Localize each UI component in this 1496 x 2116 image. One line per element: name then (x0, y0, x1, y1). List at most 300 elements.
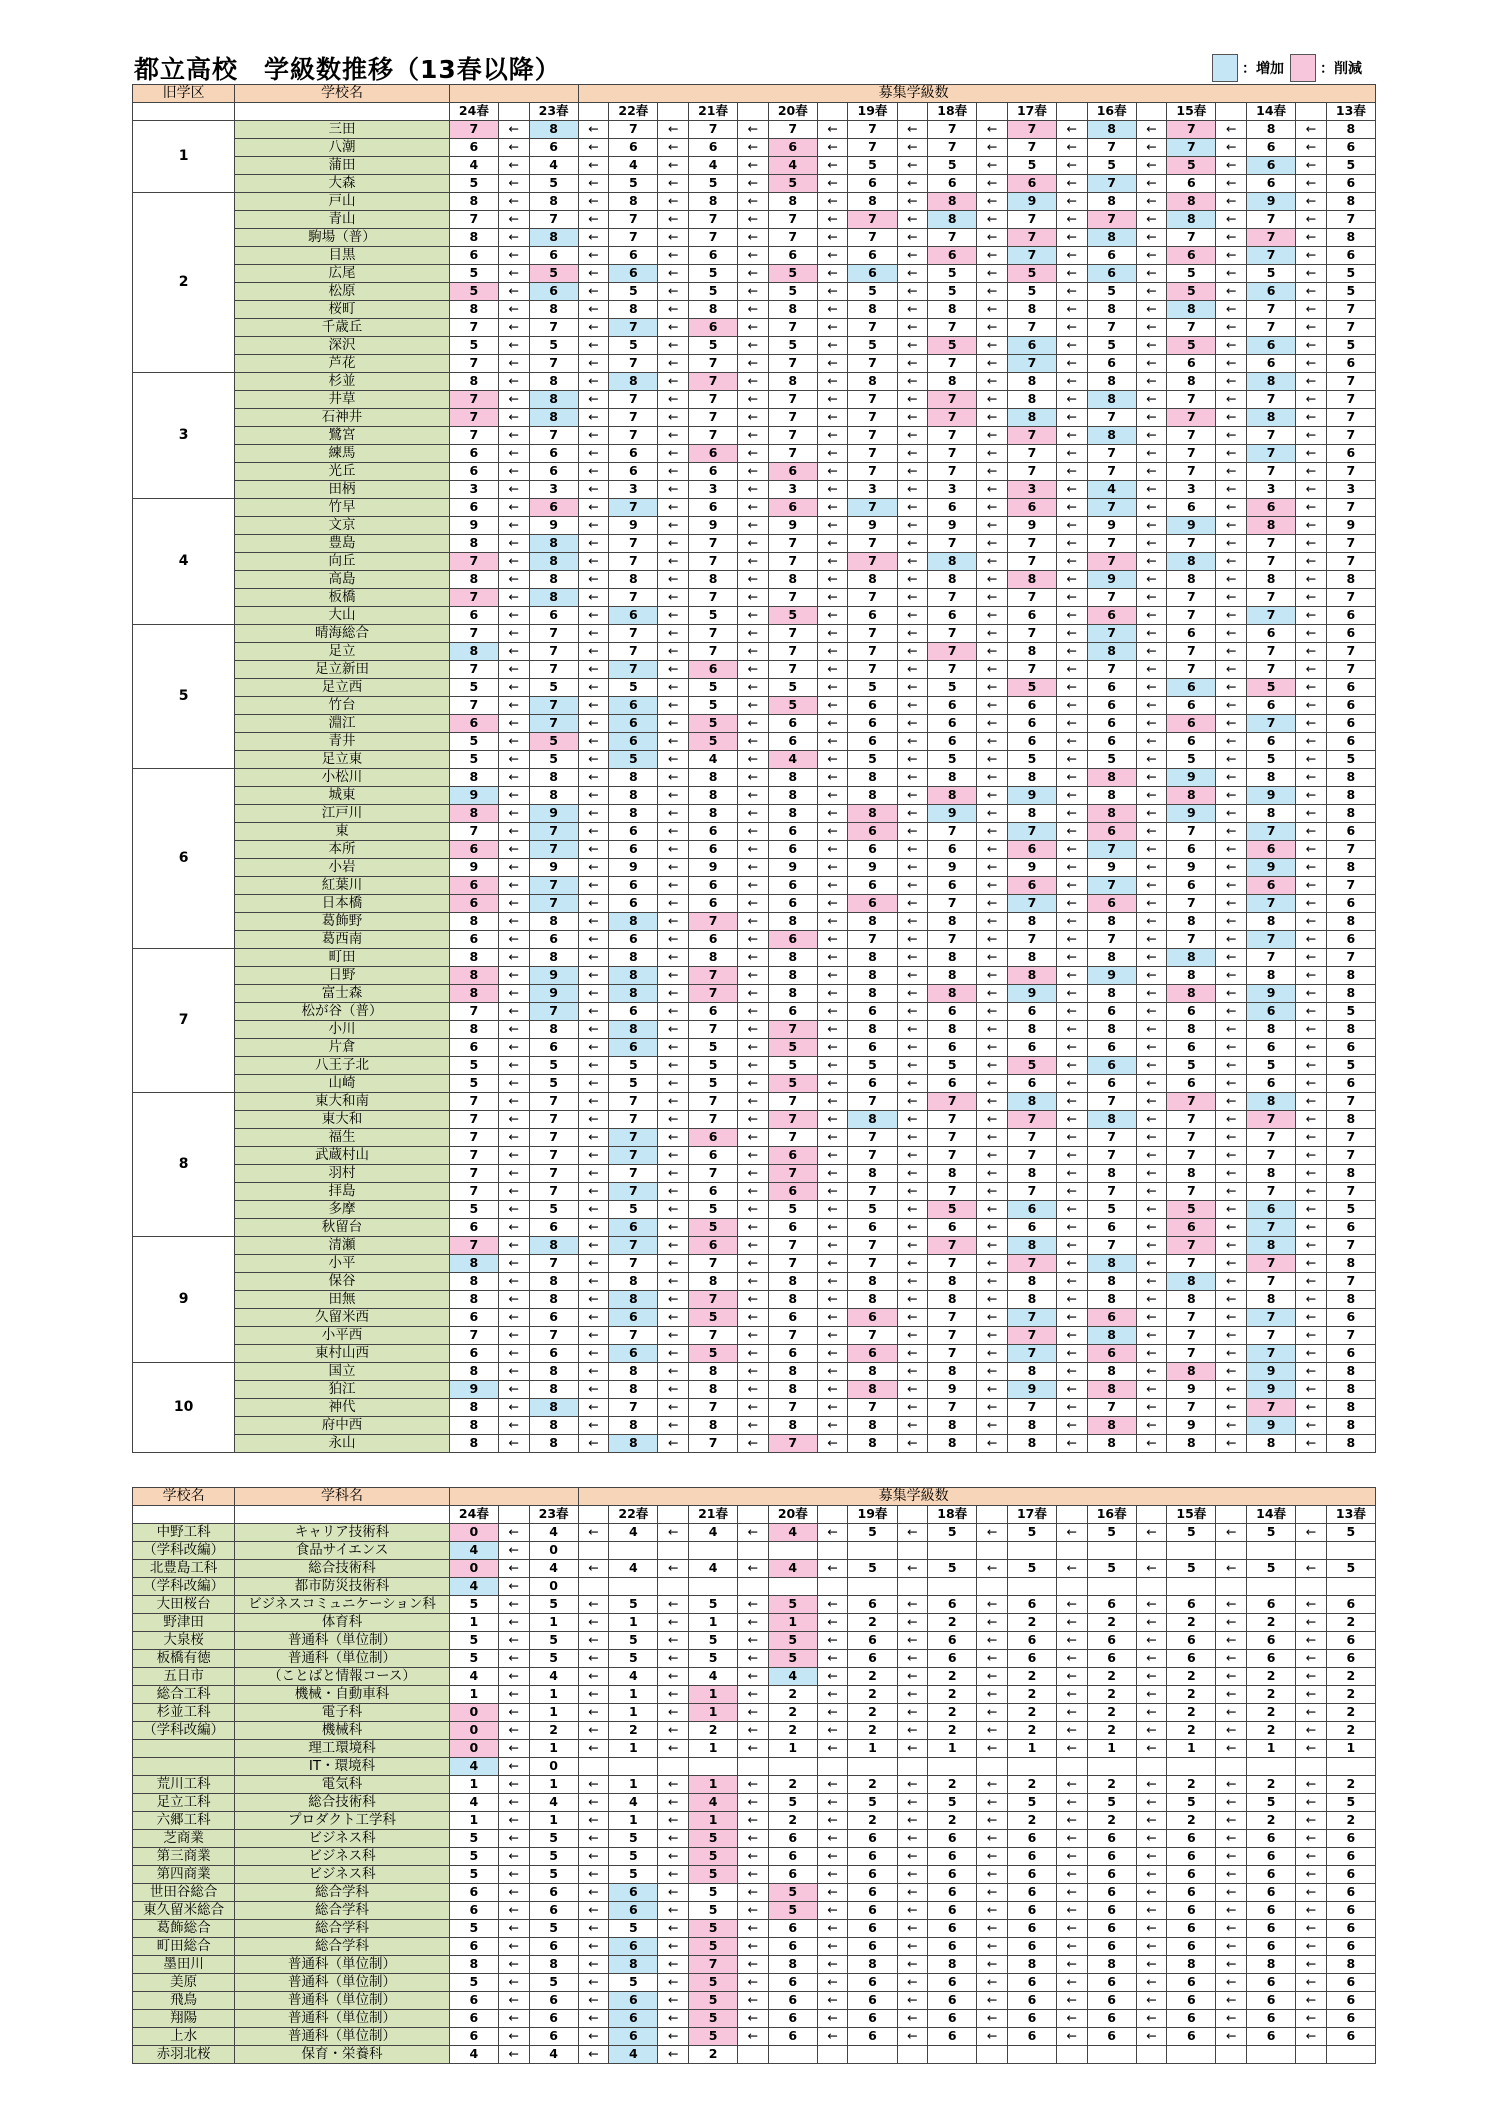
class-count: 8 (1167, 553, 1216, 571)
class-count: 7 (449, 1237, 498, 1255)
class-count: 5 (928, 157, 977, 175)
class-count: 6 (1087, 607, 1136, 625)
school-name: 竹早 (235, 499, 450, 517)
class-count: 9 (609, 859, 658, 877)
class-count: 6 (768, 1866, 817, 1884)
arrow-icon: ← (897, 1866, 928, 1884)
class-count: 7 (768, 589, 817, 607)
arrow-icon: ← (817, 1524, 848, 1542)
class-count: 7 (928, 1129, 977, 1147)
class-count: 7 (689, 121, 738, 139)
arrow-icon: ← (498, 1884, 529, 1902)
class-count: 7 (768, 625, 817, 643)
class-count: 7 (449, 625, 498, 643)
arrow-icon: ← (738, 1956, 769, 1974)
arrow-icon: ← (1136, 1399, 1167, 1417)
arrow-icon: ← (817, 2028, 848, 2046)
arrow-icon: ← (1216, 1417, 1247, 1435)
school-name (133, 1740, 235, 1758)
arrow-icon: ← (1216, 1039, 1247, 1057)
arrow-icon: ← (897, 877, 928, 895)
arrow-icon: ← (578, 1039, 609, 1057)
class-count (848, 1542, 897, 1560)
class-count: 7 (689, 643, 738, 661)
class-count: 8 (1326, 1111, 1375, 1129)
class-count: 7 (928, 463, 977, 481)
arrow-icon: ← (1296, 535, 1327, 553)
arrow-icon: ← (738, 1381, 769, 1399)
arrow-icon: ← (897, 589, 928, 607)
class-count: 6 (1247, 1974, 1296, 1992)
class-count: 7 (1087, 499, 1136, 517)
class-count: 8 (1087, 193, 1136, 211)
arrow-icon: ← (498, 643, 529, 661)
class-count: 6 (1007, 499, 1056, 517)
class-count: 7 (928, 1327, 977, 1345)
arrow-icon: ← (897, 499, 928, 517)
class-count: 6 (928, 697, 977, 715)
class-count: 6 (1247, 157, 1296, 175)
arrow-icon: ← (658, 1363, 689, 1381)
class-count: 3 (1007, 481, 1056, 499)
arrow-icon: ← (658, 1920, 689, 1938)
class-count: 7 (848, 499, 897, 517)
table-row (133, 571, 1376, 589)
arrow-icon: ← (897, 571, 928, 589)
class-count: 4 (609, 1794, 658, 1812)
class-count: 8 (1007, 805, 1056, 823)
class-count: 5 (689, 715, 738, 733)
class-count: 7 (1087, 1399, 1136, 1417)
class-count: 2 (1167, 1704, 1216, 1722)
class-count: 5 (848, 283, 897, 301)
class-count: 8 (529, 1237, 578, 1255)
class-count: 4 (689, 751, 738, 769)
class-count: 1 (609, 1776, 658, 1794)
arrow-icon: ← (817, 1866, 848, 1884)
arrow-icon: ← (498, 1201, 529, 1219)
class-count: 8 (1326, 1435, 1375, 1453)
class-count: 6 (848, 2010, 897, 2028)
class-count: 7 (1087, 841, 1136, 859)
class-count: 8 (1167, 373, 1216, 391)
class-count: 7 (1247, 1111, 1296, 1129)
arrow-icon: ← (578, 1866, 609, 1884)
arrow-icon: ← (498, 1596, 529, 1614)
school-name: 桜町 (235, 301, 450, 319)
arrow-icon: ← (1216, 337, 1247, 355)
class-count: 7 (689, 355, 738, 373)
arrow-icon: ← (977, 1399, 1008, 1417)
class-count: 6 (1007, 175, 1056, 193)
class-count: 7 (1007, 1327, 1056, 1345)
class-count: 6 (848, 1866, 897, 1884)
school-name: 荒川工科 (133, 1776, 235, 1794)
year-spacer (738, 1506, 769, 1524)
arrow-icon: ← (738, 409, 769, 427)
class-count: 7 (609, 319, 658, 337)
arrow-icon: ← (498, 391, 529, 409)
class-count: 8 (1167, 1435, 1216, 1453)
arrow-icon: ← (1136, 1704, 1167, 1722)
class-count: 6 (449, 931, 498, 949)
table-row (133, 1201, 1376, 1219)
class-count: 6 (1326, 1650, 1375, 1668)
arrow-icon: ← (1136, 373, 1167, 391)
arrow-icon (1216, 1578, 1247, 1596)
class-count: 7 (529, 823, 578, 841)
class-count: 7 (689, 553, 738, 571)
course-name: （ことばと情報コース） (235, 1668, 450, 1686)
arrow-icon: ← (1136, 895, 1167, 913)
arrow-icon: ← (658, 949, 689, 967)
class-count: 7 (1167, 1129, 1216, 1147)
class-count: 9 (1247, 1381, 1296, 1399)
class-count: 7 (1167, 1345, 1216, 1363)
arrow-icon: ← (578, 409, 609, 427)
table-row (133, 643, 1376, 661)
class-count: 8 (928, 211, 977, 229)
header-header_school: 学校名 (235, 85, 450, 103)
page-title: 都立高校 学級数推移（13春以降） (134, 55, 561, 84)
arrow-icon: ← (1296, 193, 1327, 211)
arrow-icon: ← (1216, 1902, 1247, 1920)
arrow-icon: ← (977, 1938, 1008, 1956)
arrow-icon: ← (1216, 211, 1247, 229)
class-count: 6 (529, 607, 578, 625)
arrow-icon: ← (1216, 1201, 1247, 1219)
class-count: 6 (1007, 1920, 1056, 1938)
arrow-icon: ← (578, 535, 609, 553)
arrow-icon: ← (897, 751, 928, 769)
class-count: 5 (1326, 265, 1375, 283)
class-count: 5 (449, 283, 498, 301)
class-count: 8 (449, 769, 498, 787)
arrow-icon: ← (1216, 2010, 1247, 2028)
arrow-icon: ← (1136, 787, 1167, 805)
arrow-icon: ← (1056, 1830, 1087, 1848)
arrow-icon: ← (1056, 1992, 1087, 2010)
arrow-icon: ← (738, 823, 769, 841)
class-count: 0 (529, 1758, 578, 1776)
arrow-icon: ← (578, 1974, 609, 1992)
school-name: 八潮 (235, 139, 450, 157)
school-name: 山崎 (235, 1075, 450, 1093)
arrow-icon: ← (1056, 211, 1087, 229)
arrow-icon: ← (578, 1111, 609, 1129)
school-name: 葛西南 (235, 931, 450, 949)
table-row (133, 301, 1376, 319)
arrow-icon: ← (1296, 733, 1327, 751)
school-name: 狛江 (235, 1381, 450, 1399)
class-count: 7 (768, 661, 817, 679)
arrow-icon: ← (897, 1039, 928, 1057)
arrow-icon: ← (1056, 877, 1087, 895)
school-name: 青山 (235, 211, 450, 229)
class-count: 6 (609, 1039, 658, 1057)
arrow-icon: ← (1056, 1974, 1087, 1992)
arrow-icon: ← (1296, 1327, 1327, 1345)
class-count: 9 (529, 967, 578, 985)
class-count: 7 (689, 211, 738, 229)
class-count: 6 (609, 733, 658, 751)
class-count: 6 (609, 1345, 658, 1363)
arrow-icon: ← (897, 1399, 928, 1417)
arrow-icon: ← (1216, 841, 1247, 859)
class-count: 8 (1087, 427, 1136, 445)
class-count: 2 (1326, 1704, 1375, 1722)
class-count: 6 (768, 1003, 817, 1021)
class-count: 7 (689, 1327, 738, 1345)
class-count: 1 (529, 1686, 578, 1704)
arrow-icon: ← (658, 823, 689, 841)
class-count: 6 (1087, 1866, 1136, 1884)
class-count (1167, 1542, 1216, 1560)
arrow-icon: ← (658, 1650, 689, 1668)
arrow-icon: ← (658, 373, 689, 391)
class-count: 8 (848, 1956, 897, 1974)
class-count: 9 (928, 859, 977, 877)
class-count: 5 (529, 751, 578, 769)
class-count: 2 (1247, 1776, 1296, 1794)
arrow-icon: ← (658, 463, 689, 481)
arrow-icon: ← (1216, 679, 1247, 697)
class-count: 7 (1326, 841, 1375, 859)
class-count: 6 (848, 1902, 897, 1920)
arrow-icon: ← (738, 589, 769, 607)
class-count: 7 (928, 1147, 977, 1165)
school-name: 福生 (235, 1129, 450, 1147)
table-row (133, 1381, 1376, 1399)
arrow-icon: ← (817, 1057, 848, 1075)
class-count: 7 (848, 445, 897, 463)
class-count: 5 (1007, 1560, 1056, 1578)
arrow-icon: ← (1296, 661, 1327, 679)
arrow-icon: ← (498, 1920, 529, 1938)
arrow-icon: ← (738, 1524, 769, 1542)
arrow-icon: ← (1056, 1776, 1087, 1794)
arrow-icon: ← (977, 1920, 1008, 1938)
school-name: 東久留米総合 (133, 1902, 235, 1920)
class-count: 3 (609, 481, 658, 499)
class-count: 8 (1087, 1435, 1136, 1453)
class-count: 6 (928, 1974, 977, 1992)
arrow-icon: ← (1216, 1219, 1247, 1237)
arrow-icon: ← (1056, 1596, 1087, 1614)
class-count: 6 (609, 463, 658, 481)
arrow-icon: ← (658, 697, 689, 715)
school-name: 足立西 (235, 679, 450, 697)
class-count: 5 (848, 679, 897, 697)
class-count: 5 (609, 283, 658, 301)
class-count: 5 (529, 1830, 578, 1848)
class-count: 8 (1326, 985, 1375, 1003)
arrow-icon: ← (1136, 1237, 1167, 1255)
arrow-icon: ← (977, 1812, 1008, 1830)
arrow-icon: ← (498, 2046, 529, 2064)
arrow-icon: ← (738, 985, 769, 1003)
class-count: 7 (1326, 1183, 1375, 1201)
table-row (133, 1632, 1376, 1650)
class-count: 2 (1007, 1812, 1056, 1830)
arrow-icon: ← (498, 1183, 529, 1201)
arrow-icon: ← (658, 1596, 689, 1614)
school-name: 竹台 (235, 697, 450, 715)
arrow-icon: ← (738, 445, 769, 463)
arrow-icon: ← (1136, 1614, 1167, 1632)
class-count: 6 (529, 1309, 578, 1327)
arrow-icon: ← (738, 193, 769, 211)
arrow-icon: ← (578, 211, 609, 229)
class-count: 7 (848, 319, 897, 337)
district-cell: 6 (133, 769, 235, 949)
class-count: 5 (1326, 157, 1375, 175)
arrow-icon: ← (498, 823, 529, 841)
year-header-row (133, 1506, 1376, 1524)
class-count: 7 (1247, 607, 1296, 625)
class-count: 8 (768, 805, 817, 823)
class-count: 8 (1007, 1363, 1056, 1381)
class-count: 7 (529, 427, 578, 445)
arrow-icon: ← (498, 1291, 529, 1309)
course-name: 総合学科 (235, 1884, 450, 1902)
class-count: 6 (1087, 1003, 1136, 1021)
arrow-icon: ← (738, 571, 769, 589)
class-count: 5 (768, 1902, 817, 1920)
class-count: 8 (1247, 1165, 1296, 1183)
arrow-icon: ← (1296, 931, 1327, 949)
class-count: 6 (768, 1309, 817, 1327)
class-count: 7 (1247, 463, 1296, 481)
arrow-icon: ← (897, 301, 928, 319)
class-count: 7 (449, 427, 498, 445)
class-count: 6 (1167, 1075, 1216, 1093)
arrow-icon: ← (897, 1345, 928, 1363)
arrow-icon: ← (498, 1039, 529, 1057)
class-count: 2 (848, 1722, 897, 1740)
arrow-icon: ← (1216, 1363, 1247, 1381)
class-count: 6 (1007, 1596, 1056, 1614)
class-count: 8 (1007, 1417, 1056, 1435)
class-count: 8 (1167, 1021, 1216, 1039)
class-count: 7 (1167, 895, 1216, 913)
table-row (133, 1704, 1376, 1722)
arrow-icon: ← (897, 985, 928, 1003)
arrow-icon: ← (897, 247, 928, 265)
arrow-icon: ← (1056, 1560, 1087, 1578)
year-header: 21春 (689, 103, 738, 121)
arrow-icon: ← (1056, 1866, 1087, 1884)
arrow-icon: ← (658, 841, 689, 859)
class-count: 6 (1247, 1884, 1296, 1902)
arrow-icon: ← (1056, 1147, 1087, 1165)
arrow-icon (817, 2046, 848, 2064)
class-count: 6 (768, 877, 817, 895)
arrow-icon: ← (738, 391, 769, 409)
arrow-icon: ← (977, 1614, 1008, 1632)
table-row (133, 1237, 1376, 1255)
class-count: 2 (848, 1614, 897, 1632)
class-count: 7 (1247, 535, 1296, 553)
class-count: 7 (1167, 391, 1216, 409)
class-count: 5 (1007, 751, 1056, 769)
class-count: 5 (1167, 1524, 1216, 1542)
arrow-icon: ← (578, 625, 609, 643)
class-count: 5 (609, 337, 658, 355)
class-count: 5 (529, 679, 578, 697)
table-row (133, 1830, 1376, 1848)
arrow-icon: ← (1216, 301, 1247, 319)
class-count: 8 (768, 913, 817, 931)
arrow-icon: ← (1056, 337, 1087, 355)
school-name: 多摩 (235, 1201, 450, 1219)
class-count (1087, 2046, 1136, 2064)
class-count: 5 (689, 1632, 738, 1650)
arrow-icon: ← (498, 1632, 529, 1650)
year-header: 14春 (1247, 1506, 1296, 1524)
class-count: 5 (1247, 1524, 1296, 1542)
arrow-icon: ← (738, 373, 769, 391)
class-count: 8 (1247, 1021, 1296, 1039)
class-count: 6 (609, 265, 658, 283)
class-count: 5 (768, 1596, 817, 1614)
class-count: 7 (1167, 607, 1216, 625)
class-count: 2 (529, 1722, 578, 1740)
arrow-icon: ← (658, 517, 689, 535)
course-name: 総合技術科 (235, 1794, 450, 1812)
arrow-icon: ← (1296, 1345, 1327, 1363)
class-count: 5 (609, 1201, 658, 1219)
table-row (133, 283, 1376, 301)
class-count: 7 (928, 1345, 977, 1363)
table-row (133, 229, 1376, 247)
arrow-icon: ← (1056, 283, 1087, 301)
arrow-icon: ← (897, 607, 928, 625)
class-count: 8 (1247, 805, 1296, 823)
class-count: 6 (1007, 1848, 1056, 1866)
class-count: 7 (1167, 1309, 1216, 1327)
year-header: 14春 (1247, 103, 1296, 121)
school-name: 鷺宮 (235, 427, 450, 445)
class-count: 8 (609, 805, 658, 823)
arrow-icon: ← (897, 265, 928, 283)
table-row (133, 841, 1376, 859)
arrow-icon: ← (578, 1632, 609, 1650)
class-count: 8 (1087, 1956, 1136, 1974)
class-count: 7 (1167, 1327, 1216, 1345)
arrow-icon: ← (738, 1291, 769, 1309)
arrow-icon: ← (738, 1650, 769, 1668)
class-count: 8 (848, 1273, 897, 1291)
arrow-icon (897, 1758, 928, 1776)
course-name: 総合学科 (235, 1902, 450, 1920)
arrow-icon: ← (1216, 553, 1247, 571)
table-row (133, 1794, 1376, 1812)
arrow-icon: ← (738, 1183, 769, 1201)
class-count: 6 (1087, 1830, 1136, 1848)
arrow-icon: ← (1216, 751, 1247, 769)
class-count: 6 (848, 1039, 897, 1057)
class-count: 8 (928, 949, 977, 967)
arrow-icon: ← (658, 1111, 689, 1129)
arrow-icon: ← (1136, 1830, 1167, 1848)
class-count: 7 (1247, 553, 1296, 571)
class-count: 6 (848, 247, 897, 265)
arrow-icon: ← (1056, 589, 1087, 607)
year-header: 18春 (928, 103, 977, 121)
class-count: 2 (1247, 1722, 1296, 1740)
class-count: 5 (768, 283, 817, 301)
